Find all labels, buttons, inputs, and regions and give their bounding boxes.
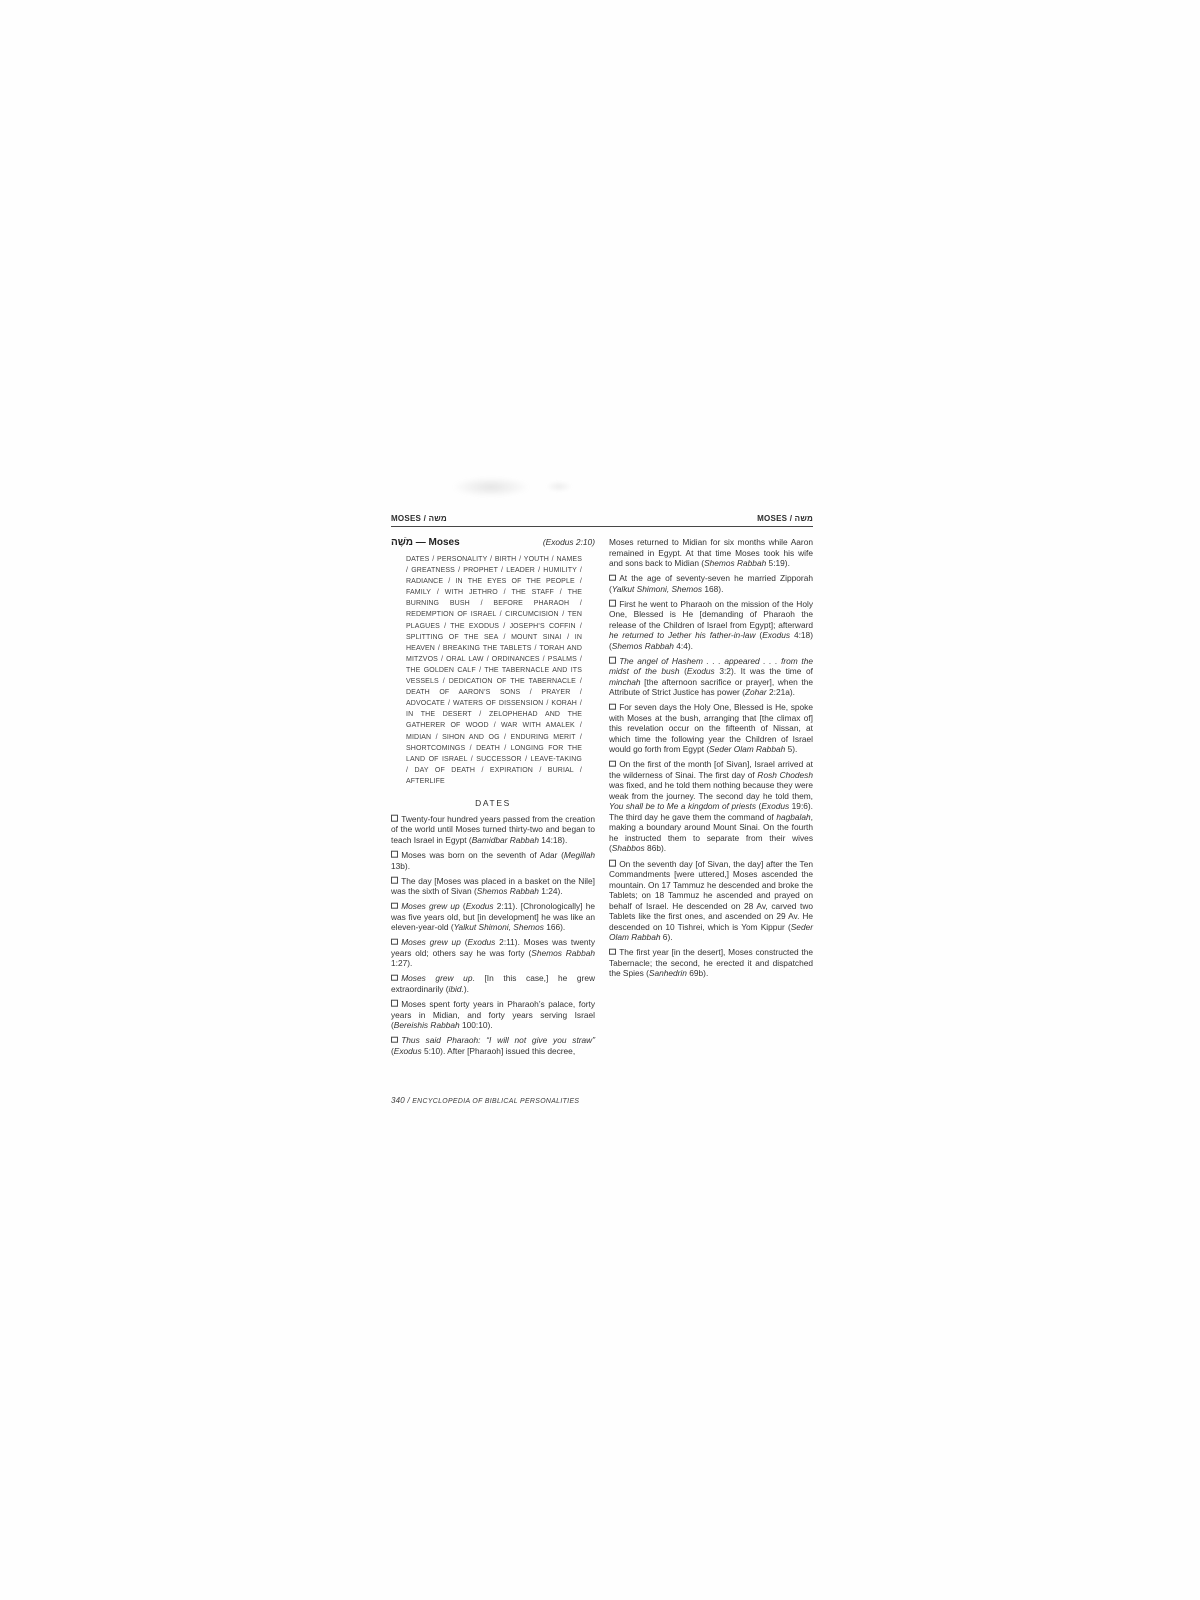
entry-paragraph: The angel of Hashem . . . appeared . . . from the midst of the bush (Exodus 3:2). It was the time of minchah [the afternoon sacrifice or prayer], when the Attribute of Strict Justice has power (Zohar 2:21a). xyxy=(609,655,813,698)
running-header-left: MOSES / משה xyxy=(391,514,447,523)
checkbox-bullet-icon xyxy=(391,975,398,982)
section-heading-dates: DATES xyxy=(475,797,511,808)
entry-paragraph: At the age of seventy-seven he married Zipporah (Yalkut Shimoni, Shemos 168). xyxy=(609,573,813,594)
entry-paragraph: On the seventh day [of Sivan, the day] after the Ten Commandments [were uttered,] Moses ascended the mountain. On 17 Tammuz he descended and broke the Tablets; on 18 Tammuz he ascended and prayed on behalf of Israel. He descended on 28 Av, carved two Tablets like the first ones, and ascended on 29 Av. He descended on 10 Tishrei, which is Yom Kippur (Seder Olam Rabbah 6). xyxy=(609,858,813,943)
running-header-right: MOSES / משה xyxy=(757,514,813,523)
entry-paragraph: Twenty-four hundred years passed from the creation of the world until Moses turned thirty-two and began to teach Israel in Egypt (Bamidbar Rabbah 14:18). xyxy=(391,813,595,845)
scan-artifact-smudge-small xyxy=(546,481,572,492)
page-number: 340 / xyxy=(391,1096,413,1105)
entry-scripture-reference: (Exodus 2:10) xyxy=(542,537,595,547)
checkbox-bullet-icon xyxy=(391,1036,398,1043)
entry-title-separator: — xyxy=(415,537,426,548)
checkbox-bullet-icon xyxy=(609,657,616,664)
checkbox-bullet-icon xyxy=(391,877,398,884)
entry-paragraph: For seven days the Holy One, Blessed is He, spoke with Moses at the bush, arranging that [the climax of] this revelation occur on the fifteenth of Nissan, at which time the following year the Children of Israel would go forth from Egypt (Seder Olam Rabbah 5). xyxy=(609,702,813,755)
checkbox-bullet-icon xyxy=(391,1000,398,1007)
entry-paragraph: Thus said Pharaoh: “I will not give you straw” (Exodus 5:10). After [Pharaoh] issued this decree, xyxy=(391,1035,595,1056)
header-rule xyxy=(391,526,813,527)
entry-paragraph: On the first of the month [of Sivan], Israel arrived at the wilderness of Sinai. The first day of Rosh Chodesh was fixed, and he told them nothing because they were weak from the journey. The second day he told them, You shall be to Me a kingdom of priests (Exodus 19:6). The third day he gave them the command of hagbalah, making a boundary around Mount Sinai. On the fourth he instructed them to separate from their wives (Shabbos 86b). xyxy=(609,759,814,854)
entry-paragraph: Moses grew up. [In this case,] he grew extraordinarily (ibid.). xyxy=(391,973,596,994)
scan-artifact-smudge xyxy=(452,477,530,497)
running-header xyxy=(391,514,813,523)
entry-paragraph: Moses grew up (Exodus 2:11). [Chronologically] he was five years old, but [in development] he was like an eleven-year-old (Yalkut Shimoni, Shemos 166). xyxy=(391,901,596,933)
entry-title-row xyxy=(391,537,595,548)
page-footer xyxy=(391,1096,579,1105)
right-column xyxy=(609,537,813,983)
checkbox-bullet-icon xyxy=(391,851,398,858)
book-page xyxy=(391,514,813,1061)
entry-title xyxy=(391,537,460,548)
entry-paragraph: Moses returned to Midian for six months while Aaron remained in Egypt. At that time Moses took his wife and sons back to Midian (Shemos Rabbah 5:19). xyxy=(609,537,813,568)
checkbox-bullet-icon xyxy=(609,860,616,867)
checkbox-bullet-icon xyxy=(391,938,398,945)
entry-title-hebrew: מֹשֶׁה xyxy=(391,537,413,548)
entry-paragraph: Moses grew up (Exodus 2:11). Moses was twenty years old; others say he was forty (Shemos Rabbah 1:27). xyxy=(391,937,595,969)
checkbox-bullet-icon xyxy=(609,761,616,768)
entry-paragraph: The day [Moses was placed in a basket on the Nile] was the sixth of Sivan (Shemos Rabbah 1:24). xyxy=(391,875,595,897)
entry-paragraph: The first year [in the desert], Moses constructed the Tabernacle; the second, he erected it and dispatched the Spies (Sanhedrin 69b). xyxy=(609,947,813,979)
checkbox-bullet-icon xyxy=(391,902,398,909)
left-column-paragraphs xyxy=(391,814,595,1056)
entry-paragraph: Moses spent forty years in Pharaoh’s palace, forty years in Midian, and forty years serving Israel (Bereishis Rabbah 100:10). xyxy=(391,999,595,1031)
checkbox-bullet-icon xyxy=(609,703,616,710)
entry-paragraph: Moses was born on the seventh of Adar (Megillah 13b). xyxy=(391,850,595,871)
book-title: ENCYCLOPEDIA OF BIBLICAL PERSONALITIES xyxy=(412,1098,580,1105)
checkbox-bullet-icon xyxy=(609,600,616,607)
left-column xyxy=(391,537,595,1061)
entry-paragraph: First he went to Pharaoh on the mission of the Holy One, Blessed is He [demanding of Pharaoh the release of the Children of Israel from Egypt]; afterward he returned to Jether his father-in-law (Exodus 4:18) (Shemos Rabbah 4:4). xyxy=(609,598,813,651)
right-column-paragraphs xyxy=(609,537,813,979)
checkbox-bullet-icon xyxy=(609,948,616,955)
two-column-text xyxy=(391,537,813,1061)
entry-title-name: Moses xyxy=(428,537,460,548)
topic-index-list: DATES / PERSONALITY / BIRTH / YOUTH / NAMES / GREATNESS / PROPHET / LEADER / HUMILITY / RADIANCE / IN THE EYES OF THE PEOPLE / FAMILY / WITH JETHRO / THE STAFF / THE BURNING BUSH / BEFORE PHARAOH / REDEMPTION OF ISRAEL / CIRCUMCISION / TEN PLAGUES / THE EXODUS / JOSEPH’S COFFIN / SPLITTING OF THE SEA / MOUNT SINAI / IN HEAVEN / BREAKING THE TABLETS / TORAH AND MITZVOS / ORAL LAW / ORDINANCES / PSALMS / THE GOLDEN CALF / THE TABERNACLE AND ITS VESSELS / DEDICATION OF THE TABERNACLE / DEATH OF AARON’S SONS / PRAYER / ADVOCATE / WATERS OF DISSENSION / KORAH / IN THE DESERT / ZELOPHEHAD AND THE GATHERER OF WOOD / WAR WITH AMALEK / MIDIAN / SIHON AND OG / ENDURING MERIT / SHORTCOMINGS / DEATH / LONGING FOR THE LAND OF ISRAEL / SUCCESSOR / LEAVE-TAKING / DAY OF DEATH / EXPIRATION / BURIAL / AFTERLIFE xyxy=(406,556,582,785)
checkbox-bullet-icon xyxy=(391,815,398,822)
checkbox-bullet-icon xyxy=(609,574,616,581)
